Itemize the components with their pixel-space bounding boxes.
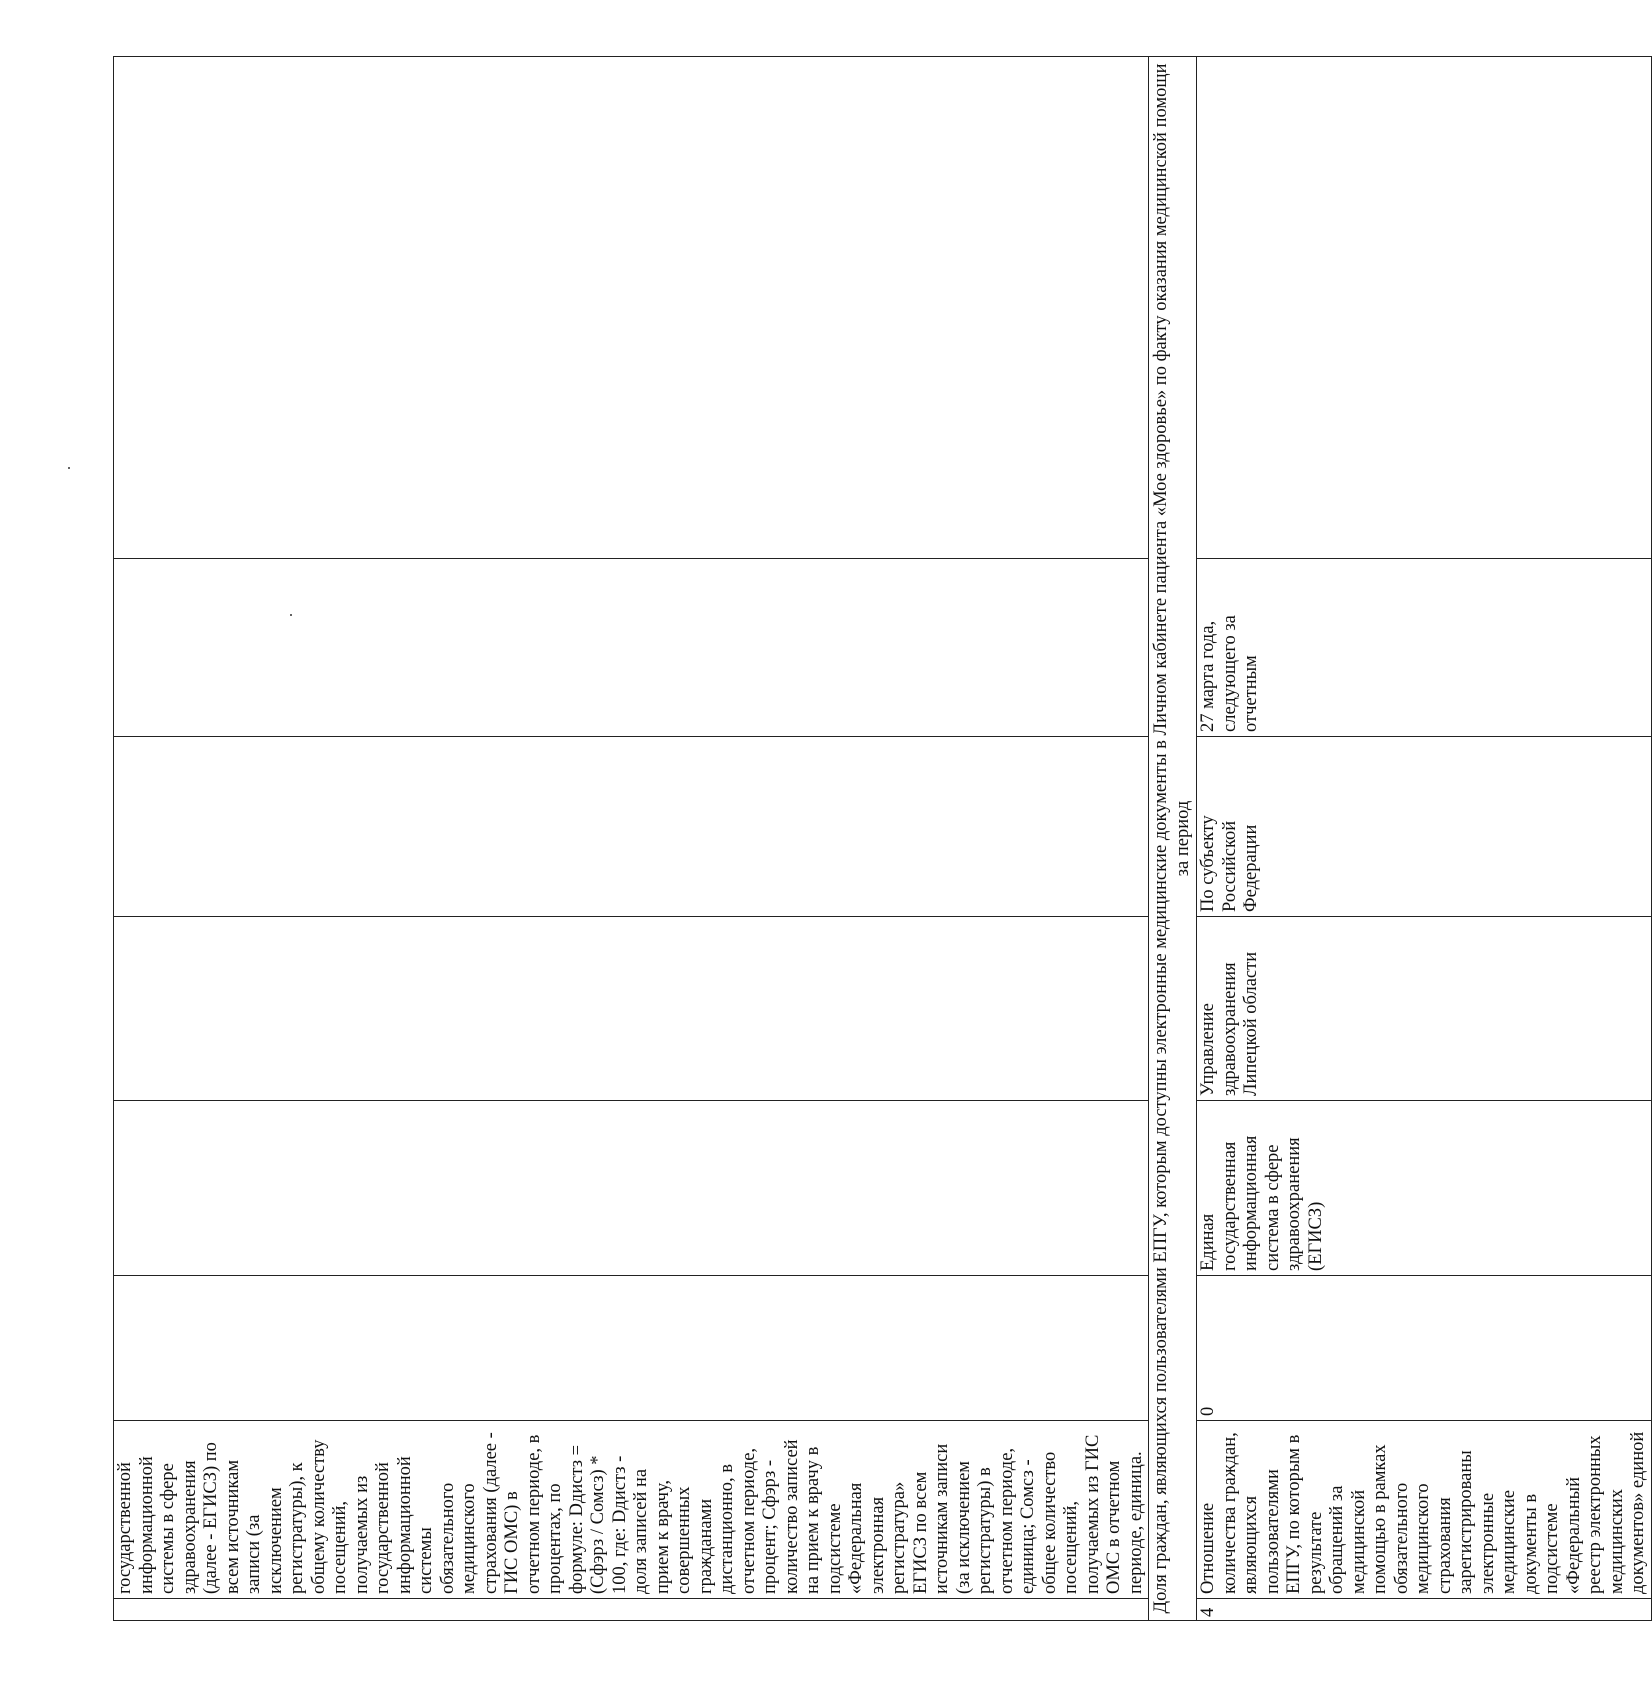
notes-cell bbox=[114, 57, 1149, 559]
indicator-table bbox=[113, 56, 1652, 1621]
section-header-row bbox=[1149, 57, 1197, 1621]
value-cell: 0 bbox=[1197, 1276, 1652, 1421]
row-number-cell: 4 bbox=[1197, 1599, 1652, 1621]
notes-cell bbox=[1197, 57, 1652, 559]
value-cell bbox=[114, 1276, 1149, 1421]
indicator-method-cell: Отношение количества граждан, являющихся пользователями ЕПГУ, по которым в результате обращений за медицинской помощью в рамках обязательного медицинского страхования зарегистрированы электронные медицинские документы в подсистеме «Федеральный реестр электронных медицинских документов» единой bbox=[1197, 1421, 1652, 1599]
source-cell: Единая государственная информационная система в сфере здравоохранения (ЕГИСЗ) bbox=[1197, 1101, 1652, 1276]
level-cell: По субъекту Российской Федерации bbox=[1197, 737, 1652, 917]
indicator-method-cell: государственной информационной системы в сфере здравоохранения (далее - ЕГИСЗ) по всем источникам записи (за исключением регистратуры), к общему количеству посещений, получаемых из государственной информационной системы обязательного медицинского страхования (далее - ГИС ОМС) в отчетном периоде, в процентах, по формуле: Dдистз = (Сфэрз / Сомсз) * 100, где: Dдистз - доля записей на прием к врачу, совершенных гражданами дистанционно, в отчетном периоде, процент; Сфэрз - количество записей на прием к врачу в подсистеме «Федеральная электронная регистратура» ЕГИСЗ по всем источникам записи (за исключением регистратуры) в отчетном периоде, единица; Сомсз - общее количество посещений, получаемых из ГИС ОМС в отчетном периоде, единица. bbox=[114, 1421, 1149, 1599]
deadline-cell: 27 марта года, следующего за отчетным bbox=[1197, 559, 1652, 737]
deadline-cell bbox=[114, 559, 1149, 737]
row-number-cell bbox=[114, 1599, 1149, 1621]
table-row bbox=[114, 57, 1149, 1621]
section-header: Доля граждан, являющихся пользователями ЕПГУ, которым доступны электронные медицинские документы в Личном кабинете пациента «Мое здоровье» по факту оказания медицинской помощи за период bbox=[1149, 57, 1197, 1621]
table-row bbox=[1197, 57, 1652, 1621]
responsible-cell: Управление здравоохранения Липецкой области bbox=[1197, 917, 1652, 1101]
responsible-cell bbox=[114, 917, 1149, 1101]
source-cell bbox=[114, 1101, 1149, 1276]
level-cell bbox=[114, 737, 1149, 917]
